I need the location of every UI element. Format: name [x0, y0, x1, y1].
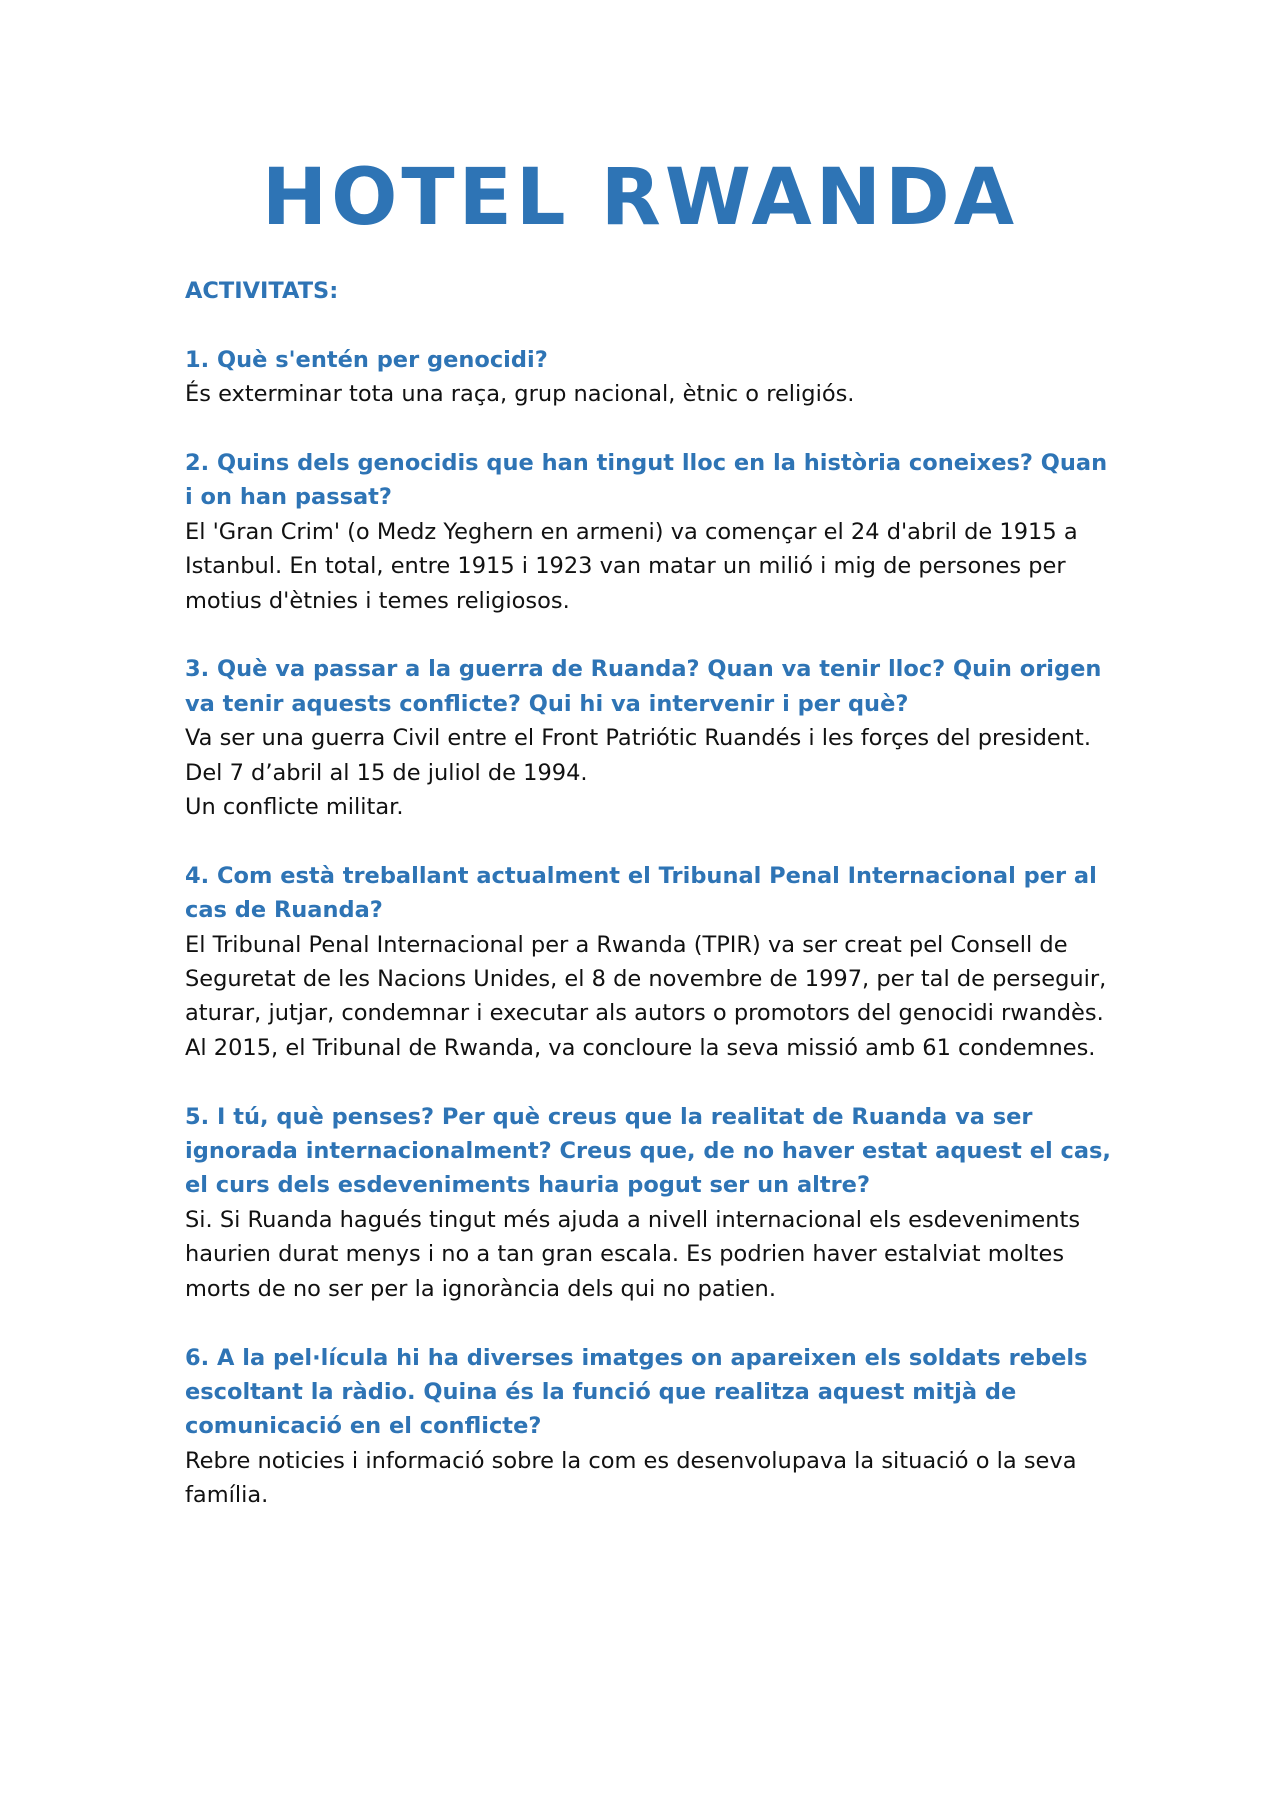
answer-5: Si. Si Ruanda hagués tingut més ajuda a nivell internacional els esdeveniments haurien durat menys i no a tan gran escala. Es podrien haver estalviat moltes morts de no ser per la ignorància dels qui no patien. — [185, 1206, 1081, 1302]
question-block-6 — [185, 1341, 1115, 1513]
answer-6: Rebre noticies i informació sobre la com es desenvolupava la situació o la seva família. — [185, 1447, 1077, 1509]
question-1: 1. Què s'entén per genocidi? — [185, 346, 548, 373]
question-2: 2. Quins dels genocidis que han tingut lloc en la història coneixes? Quan i on han passat? — [185, 450, 1108, 511]
document-body — [185, 274, 1115, 1547]
question-block-5 — [185, 1100, 1115, 1306]
answer-3-line-3: Un conflicte militar. — [185, 794, 404, 821]
question-block-3 — [185, 652, 1115, 824]
answer-1: És exterminar tota una raça, grup nacional, ètnic o religiós. — [185, 381, 855, 408]
question-block-4 — [185, 859, 1115, 1065]
question-4: 4. Com està treballant actualment el Tribunal Penal Internacional per al cas de Ruanda? — [185, 862, 1097, 924]
question-5: 5. I tú, què penses? Per què creus que la realitat de Ruanda va ser ignorada internacionalment? Creus que, de no haver estat aquest el cas, el curs dels esdeveniments hauria pogut ser un altre? — [185, 1103, 1111, 1199]
answer-4-paragraph-1: El Tribunal Penal Internacional per a Rwanda (TPIR) va ser creat pel Consell de Seguretat de les Nacions Unides, el 8 de novembre de 1997, per tal de perseguir, aturar, jutjar, condemnar i executar als autors o promotors del genocidi rwandès. — [185, 931, 1107, 1027]
question-block-2 — [185, 446, 1115, 618]
answer-3-line-2: Del 7 d’abril al 15 de juliol de 1994. — [185, 759, 588, 786]
document-title: HOTEL RWANDA — [261, 153, 1019, 243]
answer-3-line-1: Va ser una guerra Civil entre el Front Patriótic Ruandés i les forçes del president. — [185, 725, 1091, 752]
answer-2: El 'Gran Crim' (o Medz Yeghern en armeni) va començar el 24 d'abril de 1915 a Istanbul. En total, entre 1915 i 1923 van matar un milió i mig de persones per motius d'ètnies i temes religiosos. — [185, 518, 1078, 614]
answer-4-paragraph-2: Al 2015, el Tribunal de Rwanda, va concloure la seva missió amb 61 condemnes. — [185, 1034, 1096, 1061]
question-6: 6. A la pel·lícula hi ha diverses imatges on apareixen els soldats rebels escoltant la ràdio. Quina és la funció que realitza aquest mitjà de comunicació en el conflicte? — [185, 1344, 1088, 1440]
question-3: 3. Què va passar a la guerra de Ruanda? Quan va tenir lloc? Quin origen va tenir aquests conflicte? Qui hi va intervenir i per què? — [185, 656, 1102, 717]
question-block-1 — [185, 343, 1115, 412]
section-heading: ACTIVITATS: — [185, 278, 339, 304]
